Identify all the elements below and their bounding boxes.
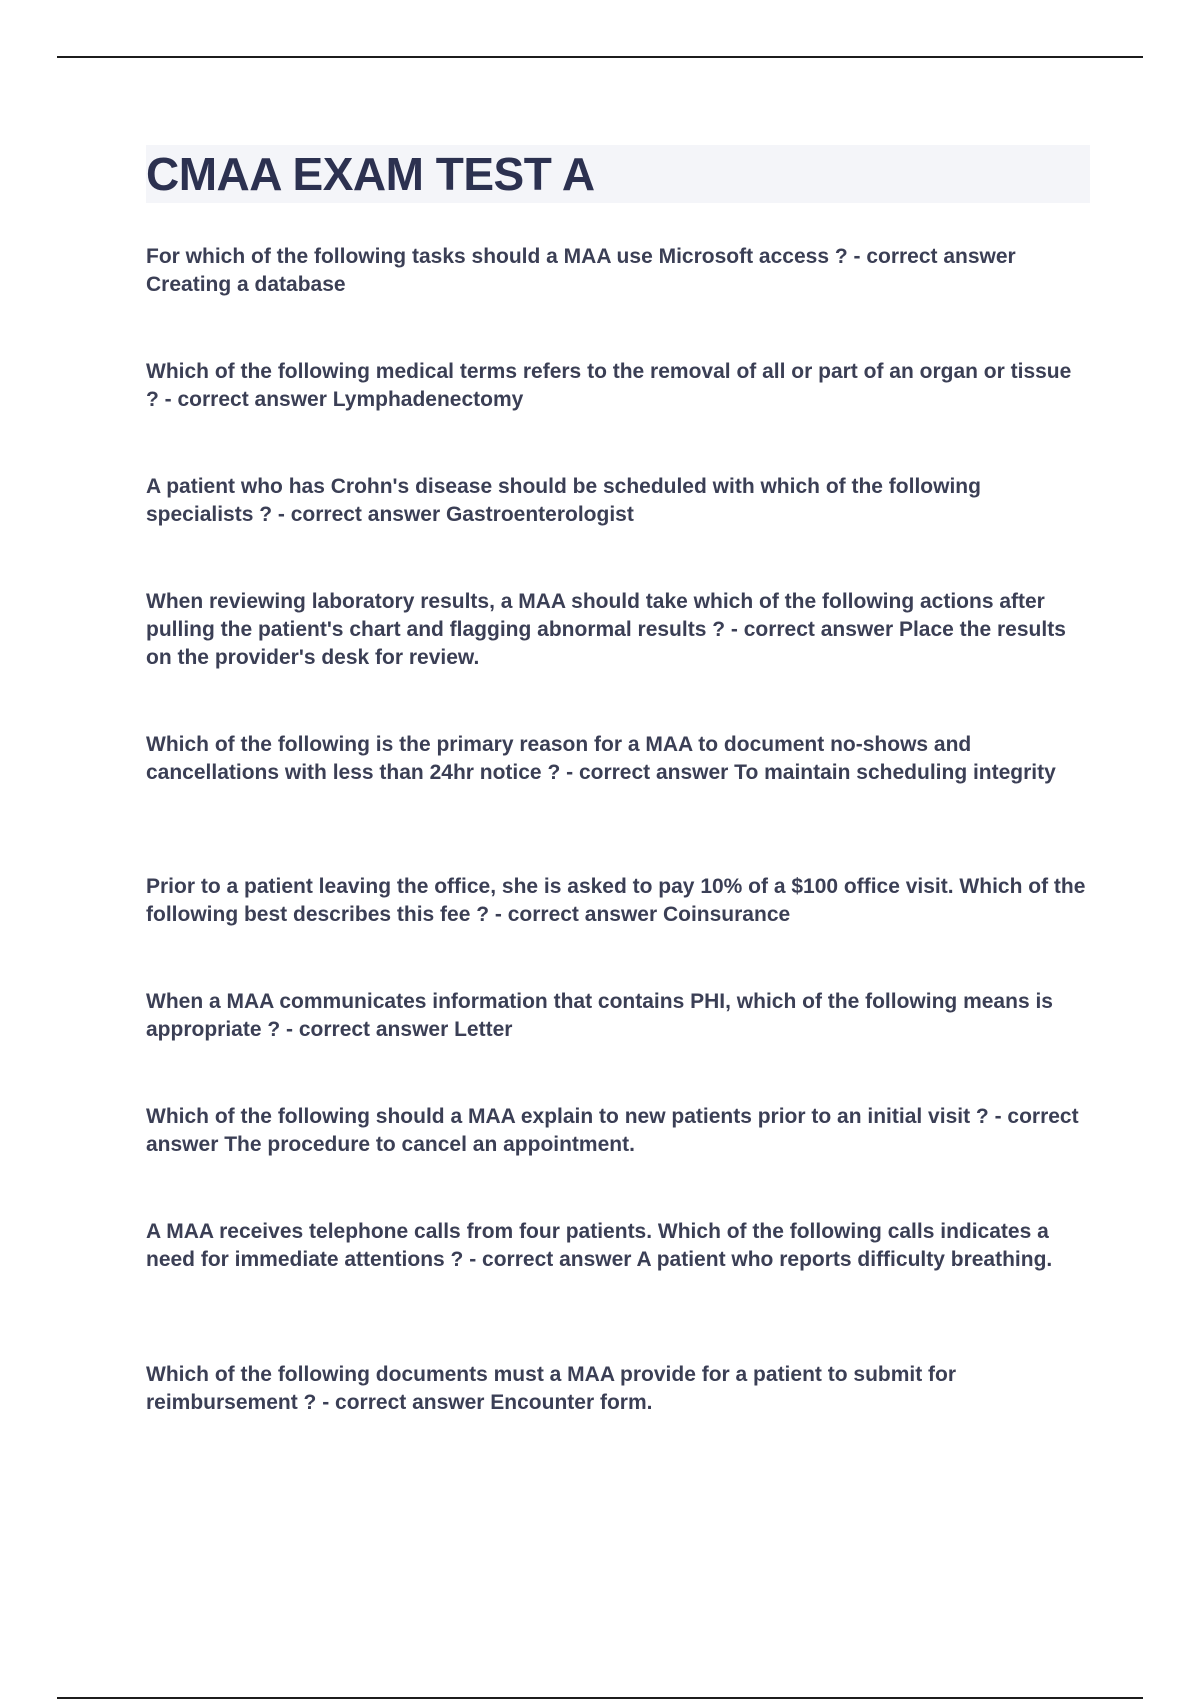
question-item: Which of the following should a MAA explain to new patients prior to an initial visit ? - correct answer The procedure to cancel an appointment.: [146, 1105, 1079, 1156]
top-divider: [57, 56, 1143, 58]
question-item: A MAA receives telephone calls from four patients. Which of the following calls indicates a need for immediate attentions ? - correct answer A patient who reports difficulty breathing.: [146, 1220, 1053, 1271]
question-item: Prior to a patient leaving the office, she is asked to pay 10% of a $100 office visit. Which of the following best describes this fee ? - correct answer Coinsurance: [146, 875, 1086, 926]
question-item: Which of the following documents must a MAA provide for a patient to submit for reimbursement ? - correct answer Encounter form.: [146, 1363, 957, 1414]
question-item: For which of the following tasks should a MAA use Microsoft access ? - correct answer Creating a database: [146, 245, 1016, 296]
question-item: A patient who has Crohn's disease should be scheduled with which of the following specialists ? - correct answer Gastroenterologist: [146, 475, 981, 526]
question-item: Which of the following medical terms refers to the removal of all or part of an organ or tissue ? - correct answer Lymphadenectomy: [146, 360, 1072, 411]
page-title: CMAA EXAM TEST A: [146, 148, 595, 200]
question-item: Which of the following is the primary reason for a MAA to document no-shows and cancellations with less than 24hr notice ? - correct answer To maintain scheduling integrity: [146, 733, 1056, 784]
question-item: When a MAA communicates information that contains PHI, which of the following means is appropriate ? - correct answer Letter: [146, 990, 1053, 1041]
bottom-divider: [57, 1697, 1143, 1699]
question-item: When reviewing laboratory results, a MAA should take which of the following actions after pulling the patient's chart and flagging abnormal results ? - correct answer Place the results on the provider's desk for review.: [146, 590, 1066, 669]
